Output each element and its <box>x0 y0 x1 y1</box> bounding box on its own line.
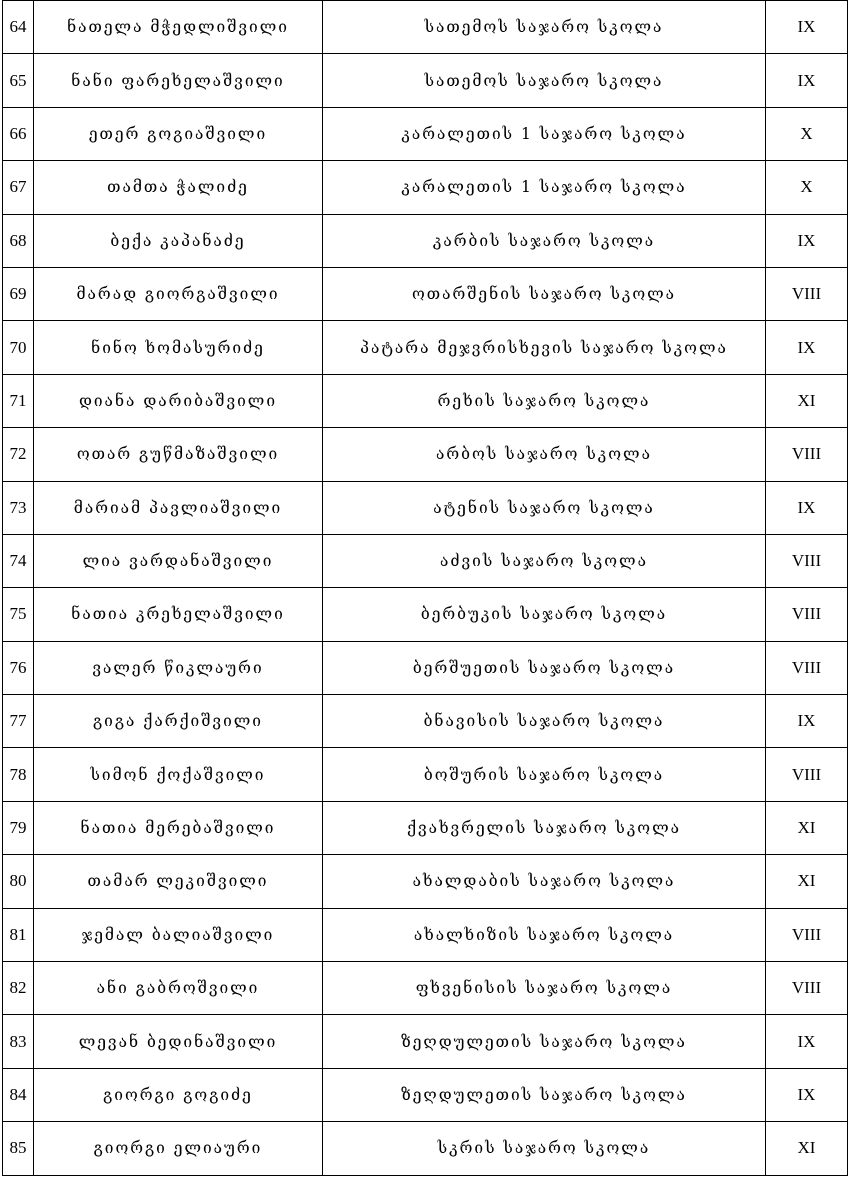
row-number-cell: 77 <box>3 695 34 748</box>
table-row <box>3 107 848 160</box>
grade-cell: IX <box>766 54 848 107</box>
table-row <box>3 214 848 267</box>
grade-cell: IX <box>766 214 848 267</box>
student-name-cell: თამარ ლეკიშვილი <box>34 855 323 908</box>
table-row <box>3 855 848 908</box>
grade-cell: IX <box>766 695 848 748</box>
table-row <box>3 962 848 1015</box>
student-name-cell: გიორგი ელიაური <box>34 1122 323 1175</box>
participants-table <box>2 0 848 1176</box>
school-name-cell: ბნავისის საჯარო სკოლა <box>323 695 766 748</box>
student-name-cell: ნინო ხომასურიძე <box>34 321 323 374</box>
row-number-cell: 64 <box>3 1 34 54</box>
student-name-cell: ლია ვარდანაშვილი <box>34 534 323 587</box>
grade-cell: X <box>766 161 848 214</box>
row-number-cell: 81 <box>3 908 34 961</box>
student-name-cell: ანი გაბროშვილი <box>34 962 323 1015</box>
row-number-cell: 72 <box>3 428 34 481</box>
grade-cell: IX <box>766 1015 848 1068</box>
table-row <box>3 641 848 694</box>
student-name-cell: ოთარ გუწმაზაშვილი <box>34 428 323 481</box>
grade-cell: VIII <box>766 428 848 481</box>
grade-cell: XI <box>766 855 848 908</box>
grade-cell: VIII <box>766 534 848 587</box>
school-name-cell: ოთარშენის საჯარო სკოლა <box>323 267 766 320</box>
table-row <box>3 534 848 587</box>
student-name-cell: თამთა ჭალიძე <box>34 161 323 214</box>
school-name-cell: რეხის საჯარო სკოლა <box>323 374 766 427</box>
student-name-cell: სიმონ ქოქაშვილი <box>34 748 323 801</box>
grade-cell: IX <box>766 481 848 534</box>
student-name-cell: ნათელა მჭედლიშვილი <box>34 1 323 54</box>
table-row <box>3 1015 848 1068</box>
student-name-cell: ნანი ფარეხელაშვილი <box>34 54 323 107</box>
row-number-cell: 69 <box>3 267 34 320</box>
school-name-cell: პატარა მეჯვრისხევის საჯარო სკოლა <box>323 321 766 374</box>
row-number-cell: 65 <box>3 54 34 107</box>
row-number-cell: 76 <box>3 641 34 694</box>
grade-cell: IX <box>766 1068 848 1121</box>
school-name-cell: არბოს საჯარო სკოლა <box>323 428 766 481</box>
student-name-cell: ეთერ გოგიაშვილი <box>34 107 323 160</box>
row-number-cell: 73 <box>3 481 34 534</box>
student-name-cell: გიგა ქარქიშვილი <box>34 695 323 748</box>
school-name-cell: ბერბუკის საჯარო სკოლა <box>323 588 766 641</box>
table-row <box>3 588 848 641</box>
row-number-cell: 75 <box>3 588 34 641</box>
table-row <box>3 161 848 214</box>
table-row <box>3 54 848 107</box>
grade-cell: VIII <box>766 748 848 801</box>
row-number-cell: 70 <box>3 321 34 374</box>
school-name-cell: ახალდაბის საჯარო სკოლა <box>323 855 766 908</box>
student-name-cell: ნათია კრეხელაშვილი <box>34 588 323 641</box>
grade-cell: VIII <box>766 962 848 1015</box>
grade-cell: VIII <box>766 267 848 320</box>
school-name-cell: კარალეთის 1 საჯარო სკოლა <box>323 107 766 160</box>
school-name-cell: აძვის საჯარო სკოლა <box>323 534 766 587</box>
school-name-cell: ზეღდულეთის საჯარო სკოლა <box>323 1015 766 1068</box>
table-row <box>3 801 848 854</box>
table-row <box>3 481 848 534</box>
school-name-cell: სათემოს საჯარო სკოლა <box>323 1 766 54</box>
school-name-cell: ქვახვრელის საჯარო სკოლა <box>323 801 766 854</box>
student-name-cell: დიანა დარიბაშვილი <box>34 374 323 427</box>
grade-cell: VIII <box>766 908 848 961</box>
student-name-cell: ჯემალ ბალიაშვილი <box>34 908 323 961</box>
row-number-cell: 82 <box>3 962 34 1015</box>
grade-cell: VIII <box>766 641 848 694</box>
table-row <box>3 1 848 54</box>
table-row <box>3 267 848 320</box>
grade-cell: XI <box>766 1122 848 1175</box>
row-number-cell: 67 <box>3 161 34 214</box>
student-name-cell: ლევან ბედინაშვილი <box>34 1015 323 1068</box>
row-number-cell: 71 <box>3 374 34 427</box>
grade-cell: VIII <box>766 588 848 641</box>
row-number-cell: 83 <box>3 1015 34 1068</box>
school-name-cell: ახალხიზის საჯარო სკოლა <box>323 908 766 961</box>
row-number-cell: 74 <box>3 534 34 587</box>
row-number-cell: 79 <box>3 801 34 854</box>
school-name-cell: ზეღდულეთის საჯარო სკოლა <box>323 1068 766 1121</box>
student-name-cell: ნათია მერებაშვილი <box>34 801 323 854</box>
school-name-cell: ფხვენისის საჯარო სკოლა <box>323 962 766 1015</box>
school-name-cell: სკრის საჯარო სკოლა <box>323 1122 766 1175</box>
school-name-cell: ატენის საჯარო სკოლა <box>323 481 766 534</box>
row-number-cell: 80 <box>3 855 34 908</box>
school-name-cell: ბერშუეთის საჯარო სკოლა <box>323 641 766 694</box>
table-row <box>3 321 848 374</box>
grade-cell: IX <box>766 321 848 374</box>
row-number-cell: 66 <box>3 107 34 160</box>
table-row <box>3 908 848 961</box>
row-number-cell: 68 <box>3 214 34 267</box>
student-name-cell: მარიამ პავლიაშვილი <box>34 481 323 534</box>
row-number-cell: 84 <box>3 1068 34 1121</box>
student-name-cell: ვალერ წიკლაური <box>34 641 323 694</box>
table-row <box>3 1122 848 1175</box>
table-row <box>3 1068 848 1121</box>
school-name-cell: სათემოს საჯარო სკოლა <box>323 54 766 107</box>
row-number-cell: 78 <box>3 748 34 801</box>
school-name-cell: კარალეთის 1 საჯარო სკოლა <box>323 161 766 214</box>
student-name-cell: ბექა კაპანაძე <box>34 214 323 267</box>
student-name-cell: გიორგი გოგიძე <box>34 1068 323 1121</box>
student-name-cell: მარად გიორგაშვილი <box>34 267 323 320</box>
grade-cell: XI <box>766 374 848 427</box>
table-row <box>3 695 848 748</box>
table-row <box>3 428 848 481</box>
table-body <box>3 1 848 1176</box>
table-row <box>3 748 848 801</box>
row-number-cell: 85 <box>3 1122 34 1175</box>
grade-cell: IX <box>766 1 848 54</box>
grade-cell: X <box>766 107 848 160</box>
grade-cell: XI <box>766 801 848 854</box>
school-name-cell: ბოშურის საჯარო სკოლა <box>323 748 766 801</box>
school-name-cell: კარბის საჯარო სკოლა <box>323 214 766 267</box>
table-row <box>3 374 848 427</box>
